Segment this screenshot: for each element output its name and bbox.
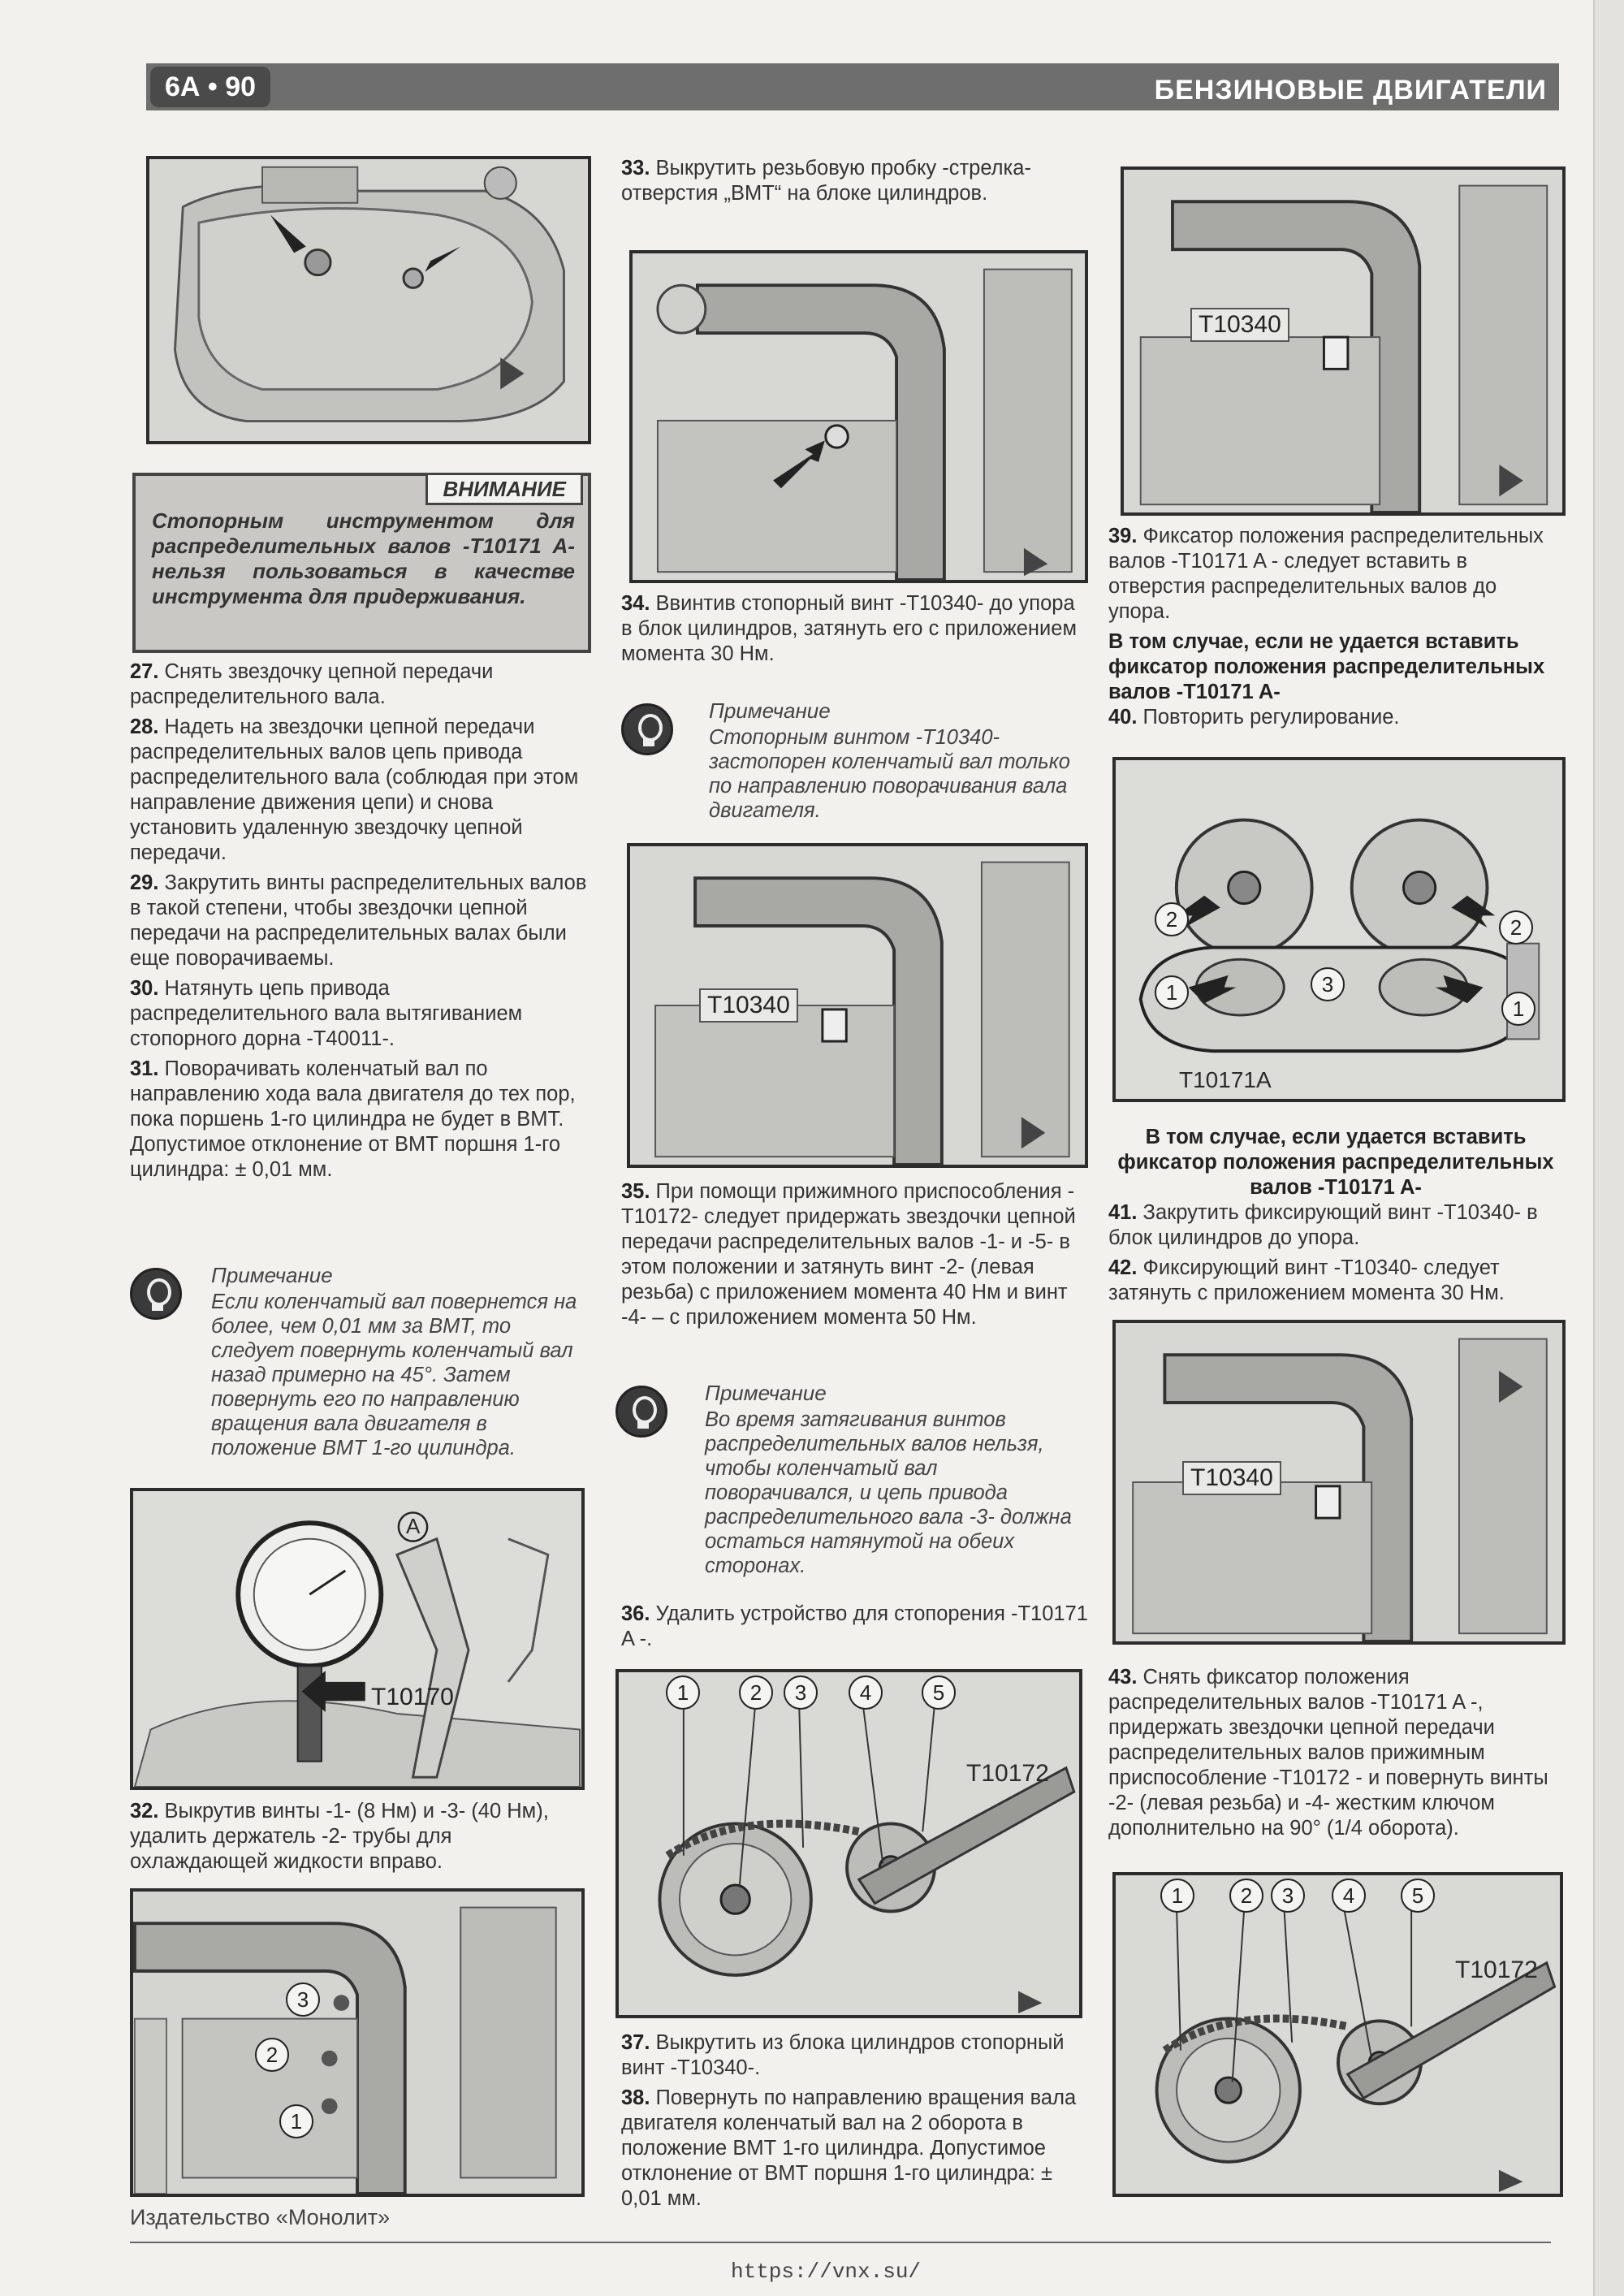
step-28: 28. Надеть на звездочки цепной передачи распределительных валов цепь привода распределительного вала (соблюдая при этом направление движения цепи) и снова установить удаленную звездочку цепной передачи.	[130, 716, 579, 864]
locking-screw-drawing	[630, 846, 1085, 1165]
source-url: https://vnx.su/	[731, 2259, 922, 2284]
step-31: 31. Поворачивать коленчатый вал по направлению хода вала двигателя до тех пор, пока поршень 1-го цилиндра не будет в ВМТ. Допустимое отклонение от ВМТ поршня 1-го цилиндра: ± 0,01 мм.	[130, 1057, 576, 1181]
tool-label-t10172: T10172	[966, 1760, 1049, 1787]
step-39: 39. Фиксатор положения распределительных валов -T10171 A - следует вставить в отверстия распределительных валов до упора.	[1108, 525, 1544, 623]
figure-sprocket-holder	[615, 1669, 1082, 2018]
callout-1: 1	[279, 2104, 313, 2138]
lightbulb-icon	[615, 1386, 667, 1438]
step-32: 32. Выкрутив винты -1- (8 Нм) и -3- (40 Нм), удалить держатель -2- трубы для охлаждающей жидкости вправо.	[130, 1800, 549, 1873]
column-3-upper-text	[1108, 524, 1563, 735]
column-1-text	[130, 659, 589, 1187]
callout-3: 3	[286, 1983, 320, 2017]
sprocket-holder-final-drawing	[1116, 1875, 1560, 2194]
callout-2: 2	[1229, 1879, 1263, 1913]
callout-2-left: 2	[1155, 902, 1189, 936]
page-number-badge: 6А • 90	[150, 67, 270, 107]
callout-3: 3	[1311, 967, 1345, 1001]
tool-label-t10340: T10340	[1190, 308, 1289, 342]
step-40: 40. Повторить регулирование.	[1108, 706, 1400, 729]
figure-coolant-pipe	[130, 1888, 585, 2197]
dial-gauge-drawing	[133, 1491, 581, 1787]
note-2-text: Стопорным винтом -T10340- застопорен коленчатый вал только по направлению поворачивания вала двигателя.	[709, 726, 1070, 822]
lightbulb-icon	[621, 703, 673, 755]
callout-1-left: 1	[1155, 975, 1189, 1010]
callout-4: 4	[1332, 1879, 1366, 1913]
callout-5: 5	[1401, 1879, 1435, 1913]
sprocket-holder-drawing	[619, 1672, 1079, 2015]
figure-camshaft-lock	[1112, 757, 1566, 1102]
note-3-title: Примечание	[705, 1381, 827, 1405]
figure-bmt-plug	[629, 250, 1088, 583]
t10340-installed-drawing	[1124, 170, 1562, 512]
tool-label-t10171a: T10171A	[1179, 1067, 1272, 1092]
note-2	[621, 698, 1088, 823]
callout-2: 2	[255, 2038, 289, 2072]
tool-label-t10340: T10340	[1182, 1461, 1281, 1495]
step-30: 30. Натянуть цепь привода распределительного вала вытягиванием стопорного дорна -T40011-.	[130, 977, 523, 1050]
note-1	[130, 1263, 589, 1460]
callout-4: 4	[849, 1676, 883, 1710]
figure-t10340-final	[1112, 1320, 1566, 1645]
tool-label-t10170: T10170	[371, 1684, 454, 1710]
page-edge	[1595, 0, 1624, 2296]
tool-label-t10172: T10172	[1455, 1957, 1538, 1983]
note-1-title: Примечание	[211, 1263, 333, 1287]
note-3-text: Во время затягивания винтов распределительных валов нельзя, чтобы коленчатый вал поворачивался, и цепь привода распределительного вала -3- должна остаться натянутой на обеих сторонах.	[705, 1408, 1072, 1577]
condition-success: В том случае, если удается вставить фиксатор положения распределительных валов -T10171 A-	[1117, 1126, 1554, 1199]
footer-rule	[130, 2242, 1551, 2243]
step-33: 33. Выкрутить резьбовую пробку -стрелка- отверстия „ВМТ“ на блоке цилиндров.	[621, 157, 1031, 205]
page-edge-line	[1593, 0, 1595, 2296]
section-title: БЕНЗИНОВЫЕ ДВИГАТЕЛИ	[1154, 75, 1547, 106]
callout-1: 1	[666, 1676, 700, 1710]
column-3-middle-text	[1108, 1125, 1563, 1311]
callout-1-right: 1	[1501, 992, 1535, 1026]
bmt-plug-drawing	[633, 253, 1085, 580]
lightbulb-icon	[130, 1268, 182, 1320]
note-2-title: Примечание	[709, 698, 831, 723]
callout-5: 5	[922, 1676, 956, 1710]
callout-a: A	[406, 1514, 421, 1538]
step-34: 34. Ввинтив стопорный винт -T10340- до упора в блок цилиндров, затянуть его с приложением момента 30 Нм.	[621, 592, 1077, 665]
warning-box	[132, 473, 591, 653]
tool-label-t10340: T10340	[699, 988, 798, 1023]
figure-dial-gauge	[130, 1488, 585, 1790]
step-27: 27. Снять звездочку цепной передачи распределительного вала.	[130, 660, 494, 708]
figure-sprocket-holder-final	[1112, 1872, 1563, 2197]
publisher: Издательство «Монолит»	[130, 2205, 391, 2229]
callout-3: 3	[1271, 1879, 1305, 1913]
callout-2-right: 2	[1499, 910, 1533, 945]
note-3	[615, 1381, 1086, 1578]
step-36: 36. Удалить устройство для стопорения -T10171 A -.	[621, 1602, 1088, 1650]
figure-locking-screw	[627, 843, 1088, 1168]
figure-t10340-installed	[1121, 166, 1566, 516]
warning-tag: ВНИМАНИЕ	[425, 473, 583, 505]
callout-3: 3	[784, 1676, 818, 1710]
coolant-pipe-drawing	[133, 1892, 581, 2194]
step-41: 41. Закрутить фиксирующий винт -T10340- в блок цилиндров до упора.	[1108, 1201, 1538, 1249]
step-42: 42. Фиксирующий винт -T10340- следует затянуть с приложением момента 30 Нм.	[1108, 1256, 1505, 1304]
step-43: 43. Снять фиксатор положения распределительных валов -T10171 A -, придержать звездочки цепной передачи распределительных валов прижимным приспособление -T10172 - и повернуть винты -2- (левая резьба) и -4- жестким ключом дополнительно на 90° (1/4 оборота).	[1108, 1666, 1548, 1840]
callout-1: 1	[1160, 1879, 1194, 1913]
warning-text: Стопорным инструментом для распределительных валов -T10171 A- нельзя пользоваться в качестве инструмента для придерживания.	[152, 508, 575, 608]
condition-fail: В том случае, если не удается вставить фиксатор положения распределительных валов -T10171 A-	[1108, 630, 1545, 703]
engine-cover-drawing	[149, 159, 588, 441]
steps-37-38: 37. Выкрутить из блока цилиндров стопорный винт -T10340-. 38. Повернуть по направлению вращения вала двигателя коленчатый вал на 2 оборота в положение ВМТ 1-го цилиндра. Допустимое отклонение от ВМТ поршня 1-го цилиндра: ± 0,01 мм.	[621, 2031, 1077, 2210]
callout-2: 2	[739, 1676, 773, 1710]
step-35: 35. При помощи прижимного приспособления -T10172- следует придержать звездочки цепной передачи распределительных валов -1- и -5- в этом положении и затянуть винт -2- (левая резьба) с приложением момента 40 Нм и винт -4- – с приложением момента 50 Нм.	[621, 1180, 1076, 1329]
step-29: 29. Закрутить винты распределительных валов в такой степени, чтобы звездочки цепной передачи на распределительных валах были еще поворачиваемы.	[130, 871, 587, 970]
note-1-text: Если коленчатый вал повернется на более, чем 0,01 мм за ВМТ, то следует повернуть коленчатый вал назад примерно на 45°. Затем повернуть его по направлению вращения вала двигателя в положение ВМТ 1-го цилиндра.	[211, 1291, 577, 1459]
figure-cover-plugs	[146, 156, 591, 444]
